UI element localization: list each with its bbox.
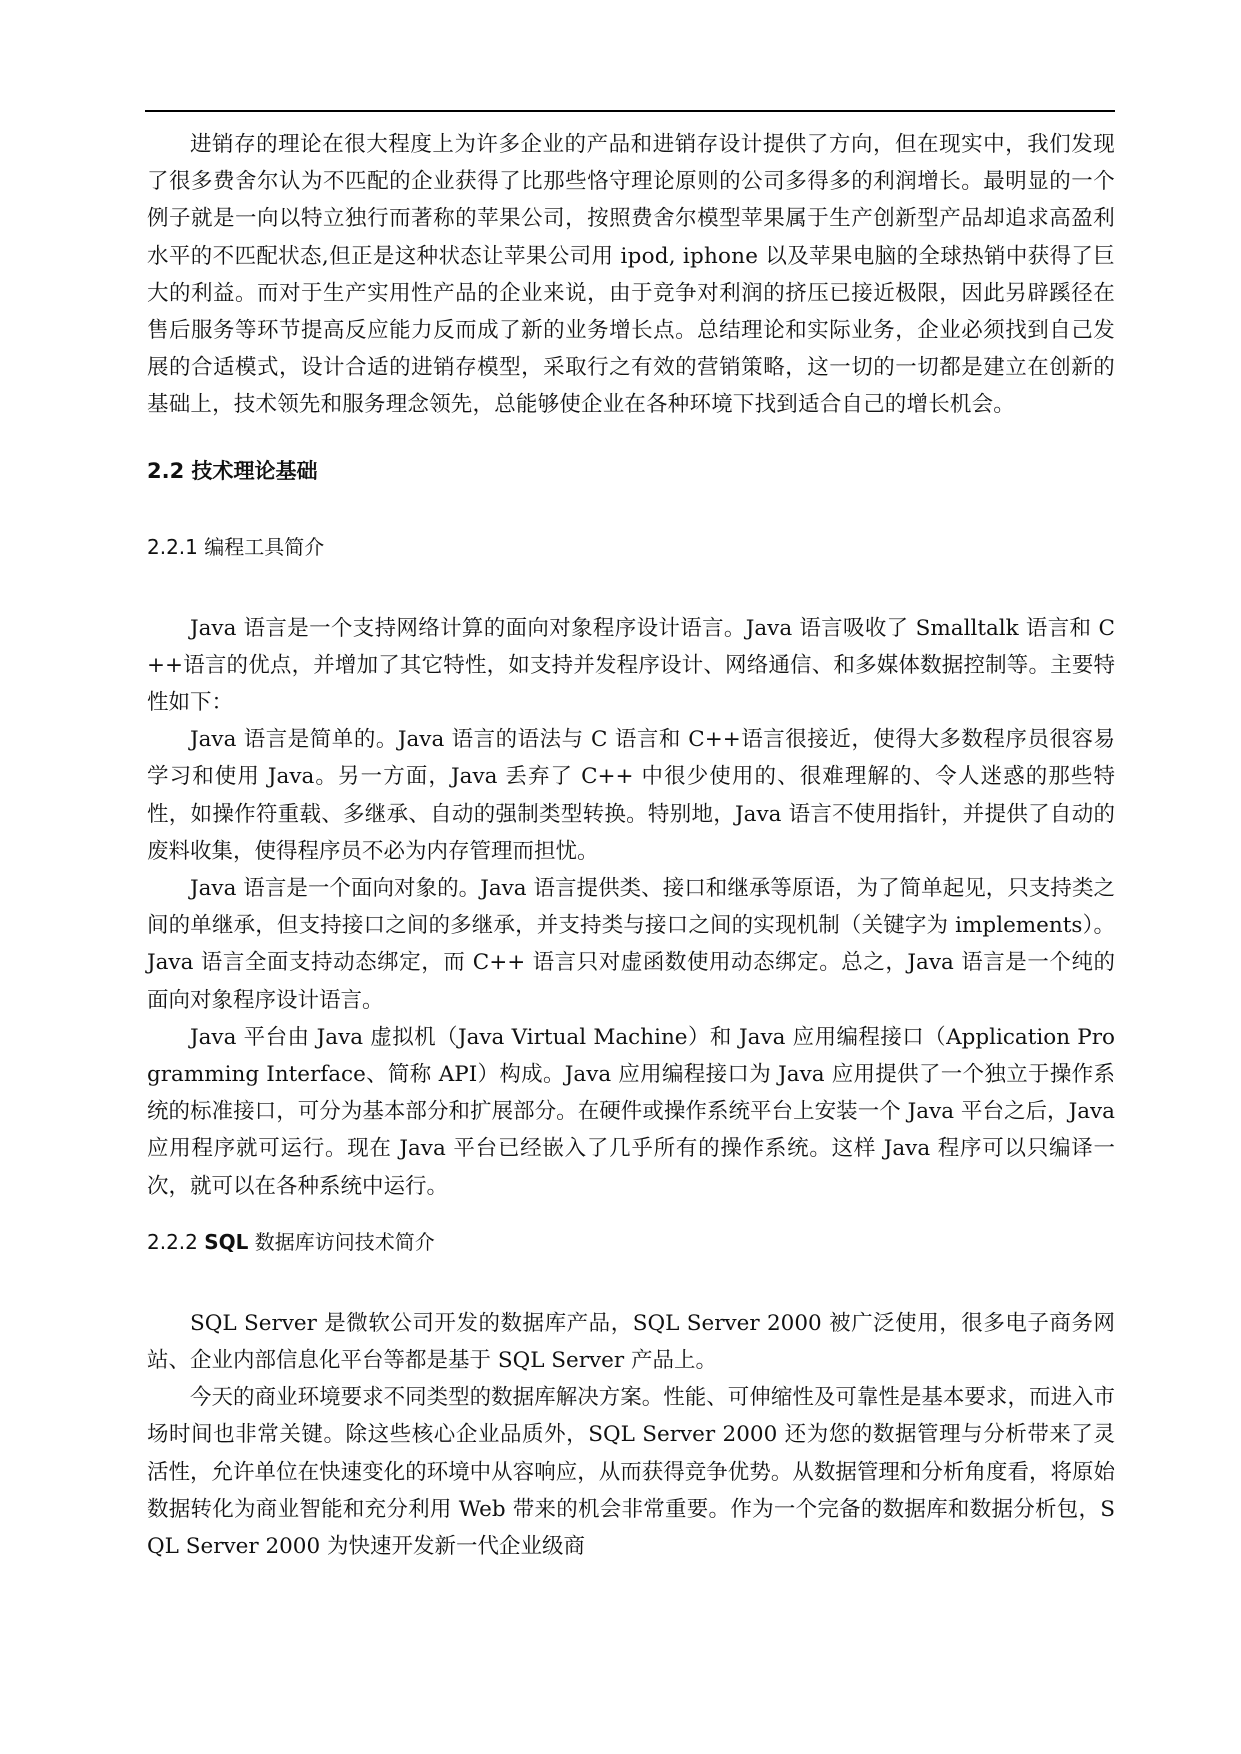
section-2-2-2-heading-suffix: 数据库访问技术简介 (248, 1229, 435, 1254)
page-content (147, 126, 1115, 1565)
java-simple-paragraph: Java 语言是简单的。Java 语言的语法与 C 语言和 C++语言很接近，使得大多数程序员很容易学习和使用 Java。另一方面，Java 丢弃了 C++ 中很少使用的、很难理解的、令人迷惑的那些特性，如操作符重载、多继承、自动的强制类型转换。特别地，Java 语言不使用指针，并提供了自动的废料收集，使得程序员不必为内存管理而担忧。 (147, 727, 1115, 864)
section-2-2-2-heading-prefix: 2.2.2 (147, 1229, 205, 1254)
sql-server-intro-paragraph: SQL Server 是微软公司开发的数据库产品，SQL Server 2000 被广泛使用，很多电子商务网站、企业内部信息化平台等都是基于 SQL Server 产品上。 (147, 1310, 1115, 1374)
header-rule (145, 110, 1115, 112)
sql-server-business-paragraph: 今天的商业环境要求不同类型的数据库解决方案。性能、可伸缩性及可靠性是基本要求，而进入市场时间也非常关键。除这些核心企业品质外，SQL Server 2000 还为您的数据管理与分析带来了灵活性，允许单位在快速变化的环境中从容响应，从而获得竞争优势。从数据管理和分析角度看，将原始数据转化为商业智能和充分利用 Web 带来的机会非常重要。作为一个完备的数据库和数据分析包，SQL Server 2000 为快速开发新一代企业级商 (147, 1385, 1115, 1560)
section-2-2-heading: 2.2 技术理论基础 (147, 458, 318, 483)
java-oop-paragraph: Java 语言是一个面向对象的。Java 语言提供类、接口和继承等原语，为了简单起见，只支持类之间的单继承，但支持接口之间的多继承，并支持类与接口之间的实现机制（关键字为 implements）。Java 语言全面支持动态绑定，而 C++ 语言只对虚函数使用动态绑定。总之，Java 语言是一个纯的面向对象程序设计语言。 (147, 876, 1115, 1013)
java-platform-paragraph: Java 平台由 Java 虚拟机（Java Virtual Machine）和 Java 应用编程接口（Application Programming Interface、简称 API）构成。Java 应用编程接口为 Java 应用提供了一个独立于操作系统的标准接口，可分为基本部分和扩展部分。在硬件或操作系统平台上安装一个 Java 平台之后，Java 应用程序就可运行。现在 Java 平台已经嵌入了几乎所有的操作系统。这样 Java 程序可以只编译一次，就可以在各种系统中运行。 (147, 1024, 1115, 1199)
intro-paragraph: 进销存的理论在很大程度上为许多企业的产品和进销存设计提供了方向，但在现实中，我们发现了很多费舍尔认为不匹配的企业获得了比那些恪守理论原则的公司多得多的利润增长。最明显的一个例子就是一向以特立独行而著称的苹果公司，按照费舍尔模型苹果属于生产创新型产品却追求高盈利水平的不匹配状态,但正是这种状态让苹果公司用 ipod, iphone 以及苹果电脑的全球热销中获得了巨大的利益。而对于生产实用性产品的企业来说，由于竞争对利润的挤压已接近极限，因此另辟蹊径在售后服务等环节提高反应能力反而成了新的业务增长点。总结理论和实际业务，企业必须找到自己发展的合适模式，设计合适的进销存模型，采取行之有效的营销策略，这一切的一切都是建立在创新的基础上，技术领先和服务理念领先，总能够使企业在各种环境下找到适合自己的增长机会。 (147, 132, 1115, 418)
section-2-2-1-heading: 2.2.1 编程工具简介 (147, 534, 325, 559)
section-2-2-2-heading (147, 1227, 1115, 1257)
section-2-2-2-heading-sql: SQL (204, 1229, 249, 1254)
java-overview-paragraph: Java 语言是一个支持网络计算的面向对象程序设计语言。Java 语言吸收了 Smalltalk 语言和 C++语言的优点，并增加了其它特性，如支持并发程序设计、网络通信、和多媒体数据控制等。主要特性如下： (147, 615, 1115, 716)
